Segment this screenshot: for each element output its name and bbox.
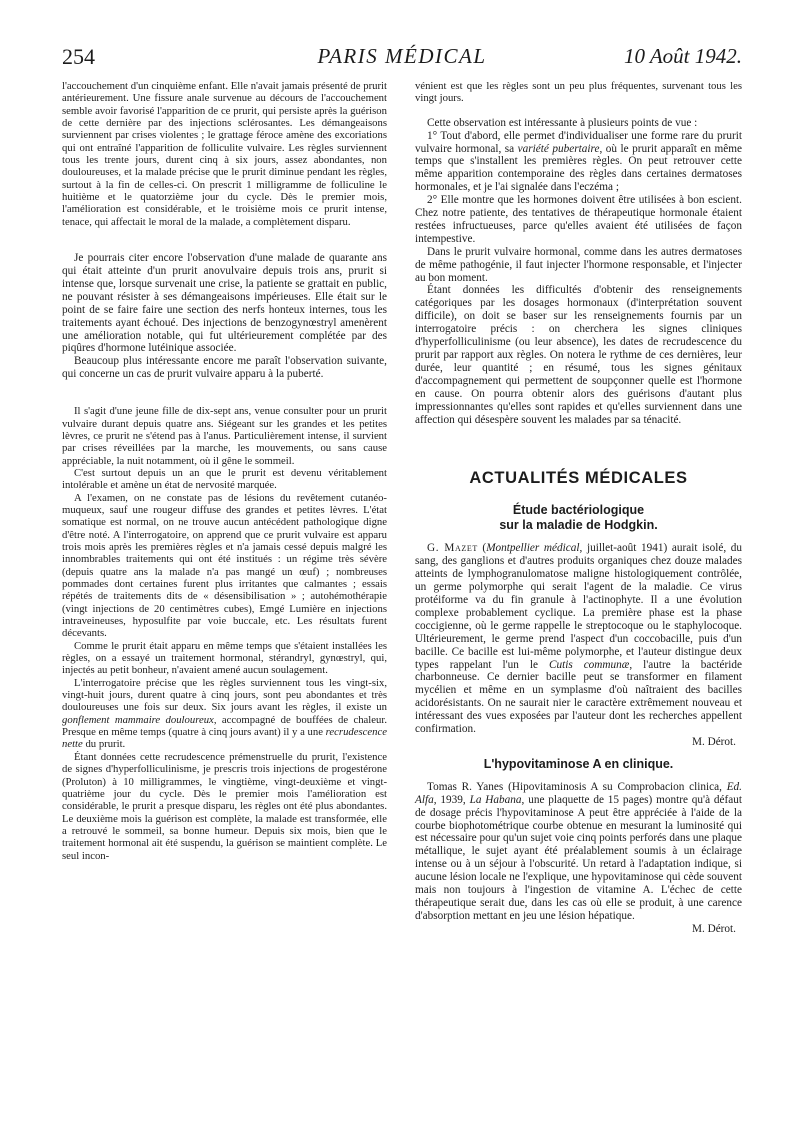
source-title: Montpellier médical xyxy=(486,542,580,555)
article-title: L'hypovitaminose A en clinique. xyxy=(483,756,674,771)
right-column xyxy=(415,80,742,936)
article-title-line: sur la maladie de Hodgkin. xyxy=(499,518,658,533)
paragraph xyxy=(415,781,742,923)
paragraph: Comme le prurit était apparu en même temps que s'étaient installées les règles, on a essayé un traitement hormonal, stérandryl, gynœstryl, qui, injectés au petit bonheur, n'avaient amené aucun soulagement. xyxy=(62,639,387,677)
emphasis: recrudescence nette xyxy=(62,726,387,751)
emphasis: La Habana xyxy=(469,793,522,806)
text-run: , où le prurit apparaît en même temps que s'installent les premières règles. On peut retrouver cette même apparition contemporaine des règles dans certaines dermatoses hormonales, et je l'ai signalée dans l'eczéma ; xyxy=(415,142,742,194)
paragraph: Il s'agit d'une jeune fille de dix-sept ans, venue consulter pour un prurit vulvaire durant depuis quatre ans. Siégeant sur les grandes et les petites lèvres, ce prurit ne s'étend pas à l'anus. Particulièrement intense, il survient par crises réveillées par la marche, les mouvements, ou sans cause appréciable, la nuit notamment, où il gêne le sommeil. xyxy=(62,405,387,467)
text-run: , une plaquette de 15 pages) montre qu'à défaut de dosage précis l'hypovitaminose A peut être appréciée à l'aide de la courbe biophotométrique courbe obtenue en mesurant la luminosité qui est nécessaire pour qu'un sujet voie cinq points perforés dans une plaque métallique, le sujet ayant été préalablement soumis à un éclairage intense ou à un séjour à l'obscurité. Un retard à l'adaptation indique, si aucune lésion locale ne l'explique, une hypovitaminose qui cède souvent mais non toujours à l'ingestion de vitamine A. L'échec de cette thérapeutique serait due, dans les cas où elle se produit, à une carence d'absorption mettant en jeu une lésion hépatique. xyxy=(415,793,743,922)
article-title xyxy=(415,503,742,533)
text-run: , 1939, xyxy=(433,793,470,806)
paragraph: l'accouchement d'un cinquième enfant. Elle n'avait jamais présenté de prurit antérieurement. Une fissure anale survenue au décours de l'accouchement semble avoir favorisé l'apparition de ce prurit, qui persiste après la guérison de cette dernière par des injections sclérosantes. Les démangeaisons surviennent par crises violentes ; le grattage féroce amène des excoriations qui ont entraîné l'apparition de folliculite vulvaire. Les règles surviennent tous les trente jours, durent cinq à six jours, assez abondantes, non douloureuses, et la malade précise que le prurit diminue pendant les règles, surtout à la fin de celles-ci. On prescrit 1 milligramme de folliculine le huitième et le quatorzième jour du cycle. Dès le premier mois, l'amélioration est considérable, et le troisième mois ce prurit intense, tenace, qui affectait le moral de la malade, a complètement disparu. xyxy=(62,80,387,228)
paragraph: G. Mazet (Montpellier médical, juillet-août 1941) aurait isolé, du sang, des ganglions et d'autres produits organiques chez douze malades atteints de lymphogranulomatose maligne histologiquement contrôlée, un germe polymorphe qui serait l'agent de la maladie. Ce virus protéiforme va du fin granule à l'actinophyte. Il a une évolution complexe probablement cyclique. La première phase est la phase coccigienne, où le germe rappelle le streptocoque ou le staphylocoque. Ultérieurement, le germe prend l'aspect d'un coccobacille, puis d'un bacille. Ce bacille est lui-même polymorphe, et l'auteur distingue deux types rappelant l'un le Cutis communæ, l'autre la bactéride charbonneuse. Ce dernier bacille peut se transformer en filament mycélien et même en un symplasme d'où naîtraient des bacilles acidorésistants. On ne saurait nier le caractère extrêmement nouveau et intéressant des vues exposées par l'auteur dont les recherches appellent confirmation. xyxy=(415,542,743,736)
section-title: ACTUALITÉS MÉDICALES xyxy=(469,469,688,488)
text-run: , juillet-août 1941) aurait isolé, du sang, des ganglions et d'autres produits organiques chez douze malades atteints de lymphogranulomatose maligne histologiquement contrôlée, un germe polymorphe qui serait l'agent de la maladie. Ce virus protéiforme va du fin granule à l'actinophyte. Il a une évolution complexe probablement cyclique. La première phase est la phase coccigienne, où le germe rappelle le streptocoque ou le staphylocoque. Ultérieurement, le germe prend l'aspect d'un coccobacille, puis d'un bacille. Ce bacille est lui-même polymorphe, et l'auteur distingue deux types rappelant l'un le xyxy=(415,542,743,671)
paragraph: Je pourrais citer encore l'observation d'une malade de quarante ans qui était atteinte d'un prurit anovulvaire depuis trois ans, prurit si intense que, lorsque survenait une crise, la patiente se grattait en public, ne pouvant résister à ses démangeaisons impérieuses. Elle était sur le point de se faire faire une section des nerfs honteux internes, tous les traitements ayant échoué. Des injections de benzogynœstryl amenèrent une amélioration notable, qui fut ultérieurement complétée par des piqûres d'hormone lutéinique associée. xyxy=(62,252,387,355)
paragraph: Dans le prurit vulvaire hormonal, comme dans les autres dermatoses de même pathogénie, il faut injecter l'hormone responsable, et l'injecter au bon moment. xyxy=(415,245,742,284)
emphasis: gonflement mammaire douloureux xyxy=(62,713,214,726)
article-title-line: Étude bactériologique xyxy=(512,503,645,518)
text-run: , l'autre la bactéride charbonneuse. Ce dernier bacille peut se transformer en filament mycélien et même en un symplasme d'où naîtraient des bacilles acidorésistants. On ne saurait nier le caractère extrêmement nouveau et intéressant des vues exposées par l'auteur dont les recherches appellent confirmation. xyxy=(415,658,742,736)
text-run: 1° Tout d'abord, elle permet d'individualiser une forme rare du prurit vulvaire hormonal, sa xyxy=(415,129,742,155)
spacer xyxy=(415,749,742,757)
paragraph: Cette observation est intéressante à plusieurs points de vue : xyxy=(427,116,698,129)
spacer xyxy=(62,228,387,252)
text-run: du prurit. xyxy=(82,738,126,751)
paragraph: 2° Elle montre que les hormones doivent être utilisées à bon escient. Chez notre patiente, des tentatives de thérapeutique hormonale étaient restées infructueuses, parce qu'elles avaient été utilisées de façon intempestive. xyxy=(415,194,742,245)
paragraph: C'est surtout depuis un an que le prurit est devenu véritablement intolérable et amène un état de nervosité marquée. xyxy=(62,466,387,492)
spacer xyxy=(415,426,742,472)
paragraph: Étant données les difficultés d'obtenir des renseignements catégoriques par les dosages hormonaux (d'interprétation souvent difficile), on doit se baser sur les renseignements fournis par un interrogatoire précis : on cherchera les signes cliniques d'hyperfolliculinisme (ou leur absence), les dates de recrudescence du prurit par rapport aux règles. On notera le rythme de ces dernières, leur durée, leur quantité ; en résumé, tous les signes génitaux d'accompagnement qui permettent de soupçonner quelle est l'hormone en cause. On pourra obtenir alors des guérisons d'autant plus impressionnantes qu'elles sont rapides et qu'elles surviennent dans une affection qui désespère souvent les malades par sa ténacité. xyxy=(415,284,742,426)
spacer xyxy=(415,105,742,117)
signature: M. Dérot. xyxy=(691,735,736,748)
signature: M. Dérot. xyxy=(691,922,736,935)
page-header xyxy=(62,44,742,74)
paragraph: vénient est que les règles sont un peu plus fréquentes, survenant tous les vingt jours. xyxy=(415,80,742,105)
page-number: 254 xyxy=(62,44,95,69)
paragraph: A l'examen, on ne constate pas de lésions du revêtement cutanéo-muqueux, sauf une rougeur diffuse des grandes et petites lèvres. L'état somatique est normal, on ne trouve aucun antécédent pathologique digne d'être noté. A l'interrogatoire, on apprend que ce prurit vulvaire est apparu trois mois après les premières règles et n'a jamais cessé depuis malgré les innombrables traitements qui ont été institués : un régime très sévère (depuis quatre ans la malade n'a pas mangé un œuf) ; nombreuses pommades dont certaines furent plus irritantes que calmantes ; essais répétés de traitements dits de « désensibilisation » ; autohémothérapie (vingt injections de 20 centimètres cubes), Emgé Lumière en injections intraveineuses, hyposulfite par voie buccale, etc. Les résultats furent décevants. xyxy=(62,491,387,640)
paragraph: Beaucoup plus intéressante encore me paraît l'observation suivante, qui concerne un cas de prurit vulvaire apparu à la puberté. xyxy=(62,355,387,381)
text-run: Tomas R. Yanes (Hipovitaminosis A su Comprobacion clinica, xyxy=(427,780,727,793)
left-column xyxy=(62,80,387,862)
issue-date: 10 Août 1942. xyxy=(623,44,742,68)
author-name: G. Mazet xyxy=(427,542,478,555)
emphasis: Cutis communæ xyxy=(548,658,630,671)
journal-title: PARIS MÉDICAL xyxy=(317,44,487,68)
paragraph xyxy=(415,130,742,195)
paragraph: Étant données cette recrudescence prémenstruelle du prurit, l'existence de signes d'hyperfolliculinisme, je prescris trois injections de progestérone (Proluton) à 10 milligrammes, le vingtième, vingt-deuxième et vingt-quatrième jour du cycle. Dès le premier mois l'amélioration est considérable, le prurit a presque disparu, les règles ont été plus abondantes. Le deuxième mois la guérison est complète, la malade est transformée, elle a retrouvé le sommeil, sa bonne humeur. Depuis six mois, bien que le traitement hormonal ait été suspendu, la guérison se maintient complète. Le seul incon- xyxy=(62,750,387,862)
emphasis: variété pubertaire xyxy=(517,142,600,155)
text-run: L'interrogatoire précise que les règles surviennent tous les vingt-six, vingt-huit jours, durent quatre à cinq jours, sont peu abondantes et très douloureuses une fois sur deux. Six jours avant les règles, il existe un xyxy=(62,676,387,714)
spacer xyxy=(62,381,387,405)
text-run: , accompagné de bouffées de chaleur. Presque en même temps (quatre à cinq jours avant) il y a une xyxy=(62,713,387,739)
emphasis: Ed. Alfa xyxy=(415,780,742,806)
paragraph xyxy=(62,677,387,751)
